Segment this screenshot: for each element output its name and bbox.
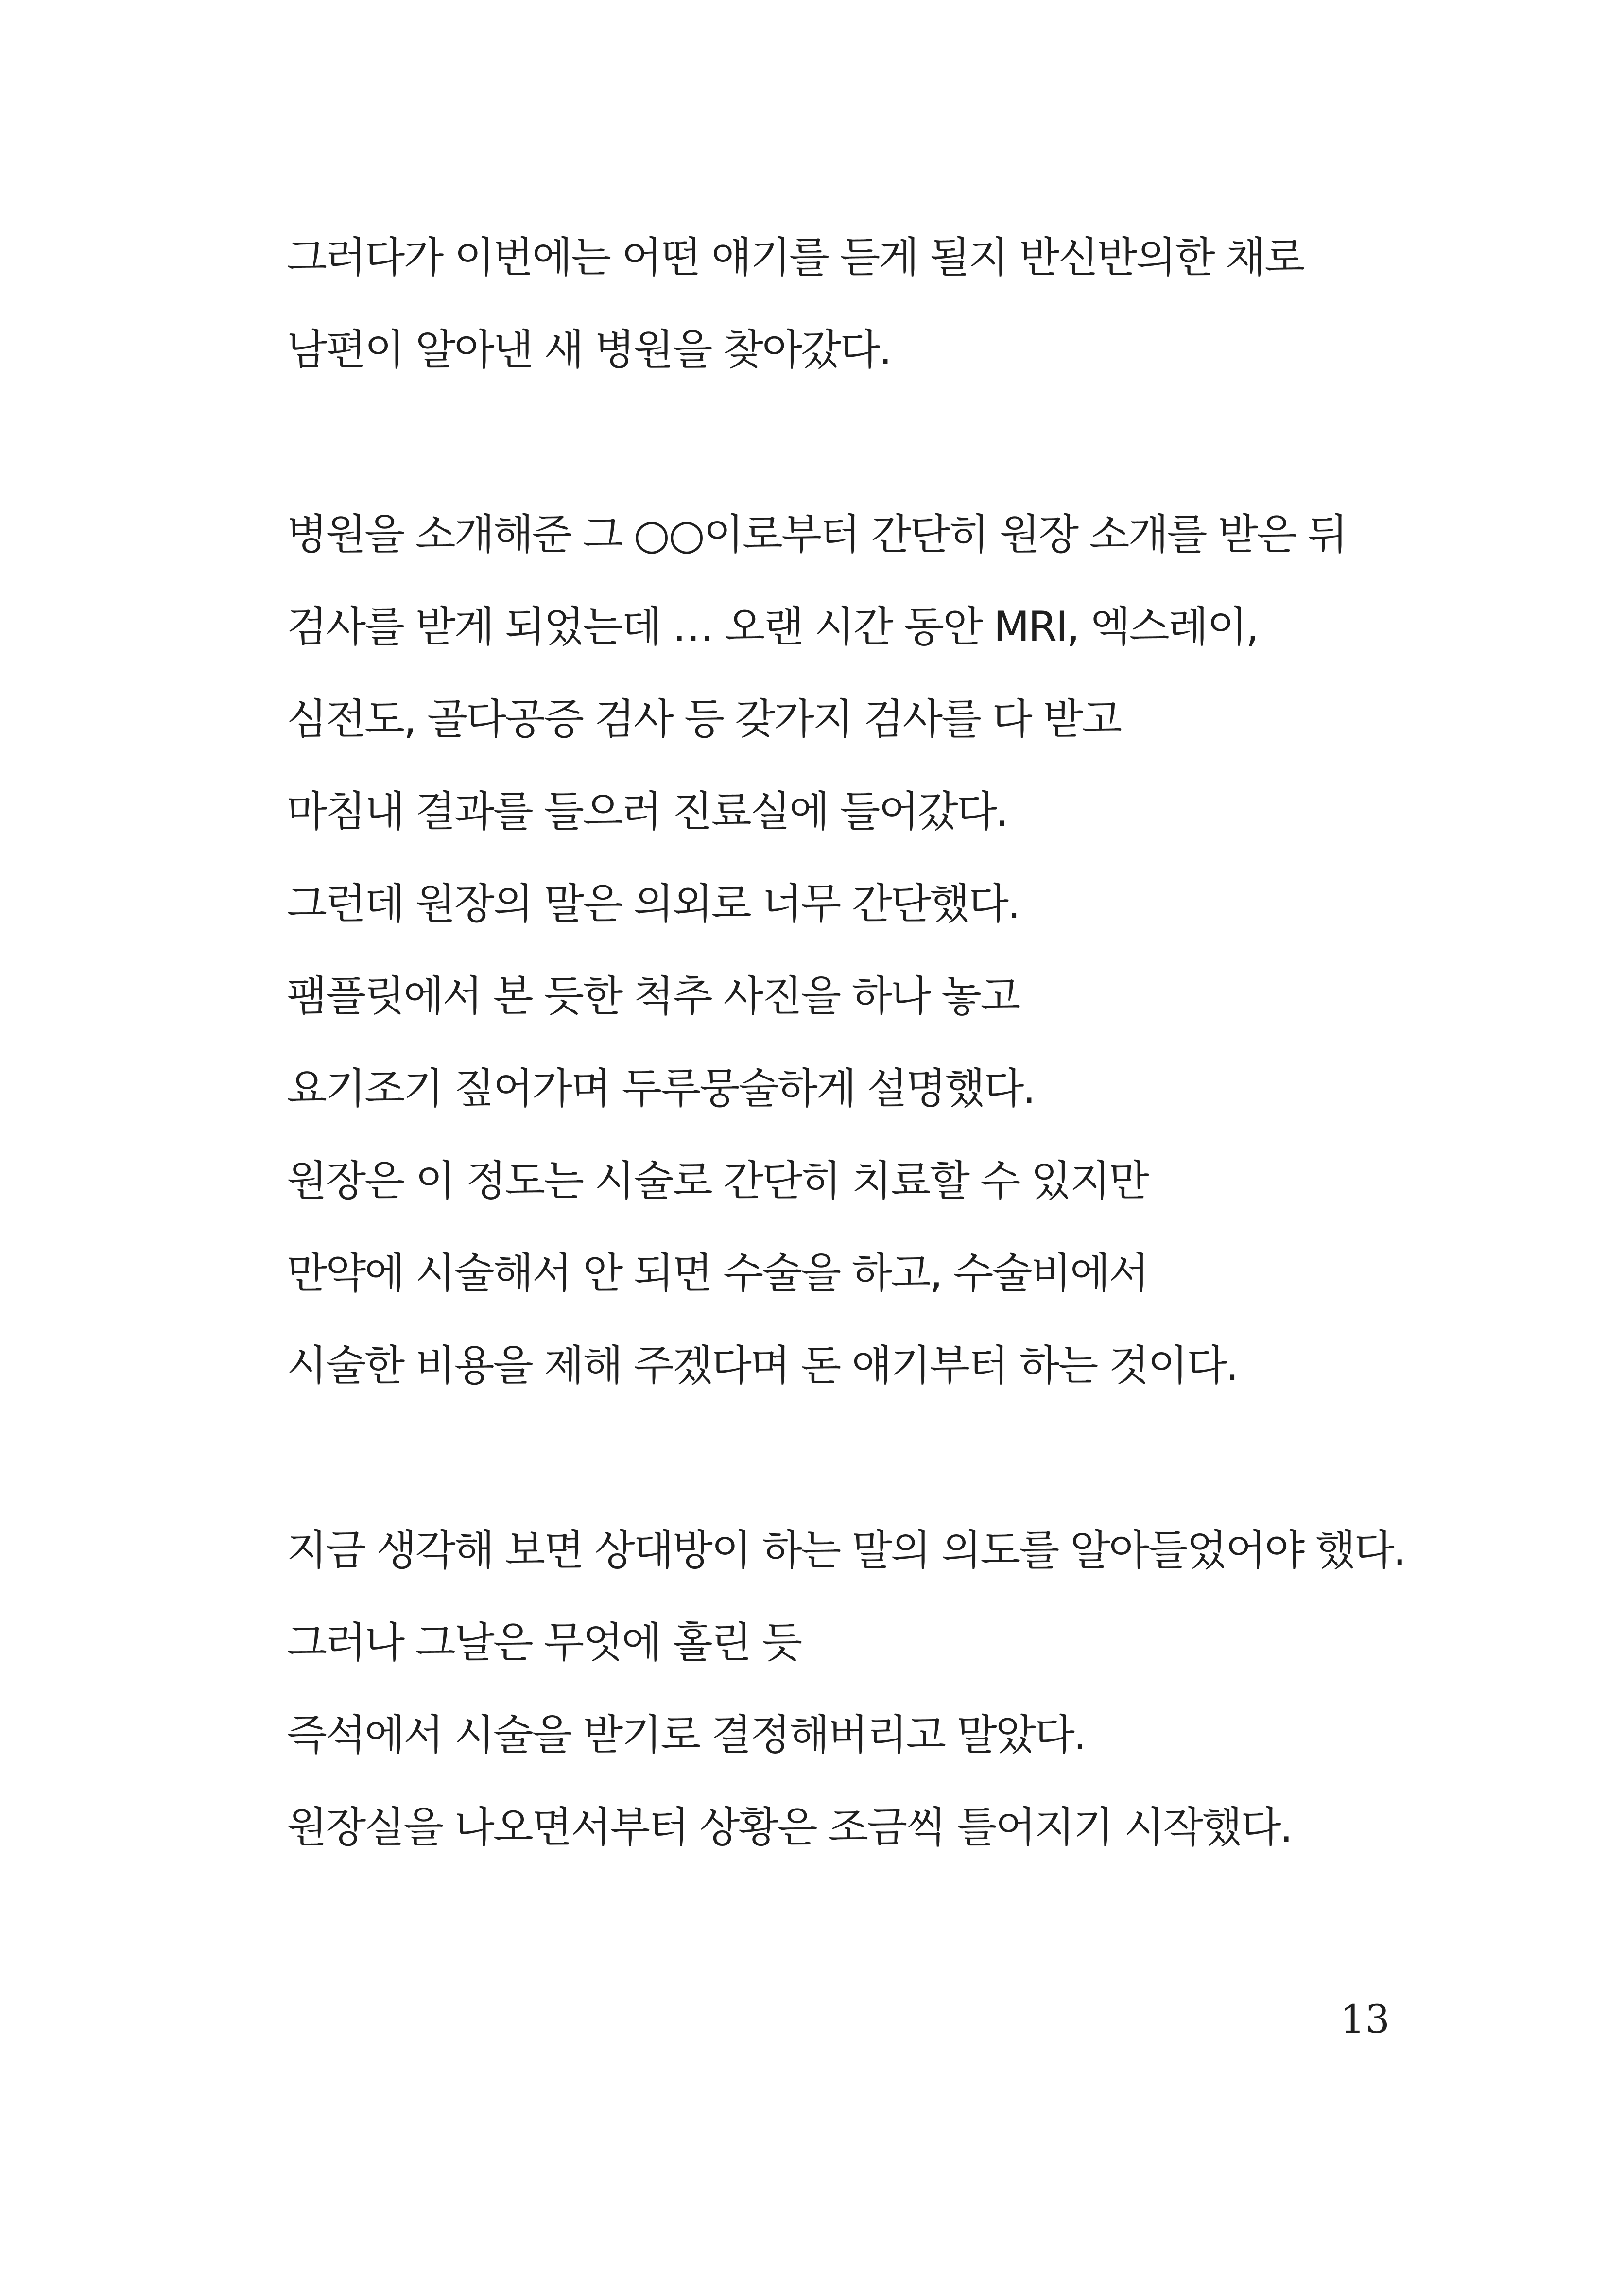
- text-line: 그러다가 이번에는 어떤 얘기를 듣게 될지 반신반의한 채로: [287, 233, 1304, 282]
- text-line: 마침내 결과를 들으러 진료실에 들어갔다.: [287, 787, 1007, 836]
- page-number: 13: [1340, 1997, 1390, 2042]
- text-line: 심전도, 골다공증 검사 등 갖가지 검사를 다 받고: [287, 695, 1121, 744]
- text-line: 검사를 받게 되었는데 … 오랜 시간 동안 MRI, 엑스레이,: [287, 603, 1258, 651]
- text-line: 요기조기 짚어가며 두루뭉술하게 설명했다.: [287, 1064, 1035, 1113]
- text-line: 지금 생각해 보면 상대방이 하는 말의 의도를 알아들었어야 했다.: [287, 1526, 1405, 1575]
- text-line: 그러나 그날은 무엇에 홀린 듯: [287, 1618, 801, 1667]
- body-text: [287, 211, 1453, 1874]
- paragraph-spacer: [287, 396, 1453, 488]
- text-line: 즉석에서 시술을 받기로 결정해버리고 말았다.: [287, 1711, 1086, 1759]
- text-line: 병원을 소개해준 그 ○○이로부터 간단히 원장 소개를 받은 뒤: [287, 510, 1347, 559]
- text-line: 만약에 시술해서 안 되면 수술을 하고, 수술비에서: [287, 1249, 1148, 1298]
- paragraph-1: [287, 211, 1453, 396]
- text-line: 남편이 알아낸 새 병원을 찾아갔다.: [287, 326, 891, 374]
- text-line: 그런데 원장의 말은 의외로 너무 간단했다.: [287, 880, 1019, 928]
- text-line: 팸플릿에서 본 듯한 척추 사진을 하나 놓고: [287, 972, 1019, 1021]
- text-line: 원장실을 나오면서부터 상황은 조금씩 틀어지기 시작했다.: [287, 1803, 1292, 1852]
- paragraph-2: [287, 488, 1453, 1412]
- text-line: 원장은 이 정도는 시술로 간단히 치료할 수 있지만: [287, 1157, 1148, 1205]
- text-line: 시술한 비용을 제해 주겠다며 돈 얘기부터 하는 것이다.: [287, 1341, 1238, 1390]
- paragraph-3: [287, 1504, 1453, 1874]
- paragraph-spacer: [287, 1412, 1453, 1504]
